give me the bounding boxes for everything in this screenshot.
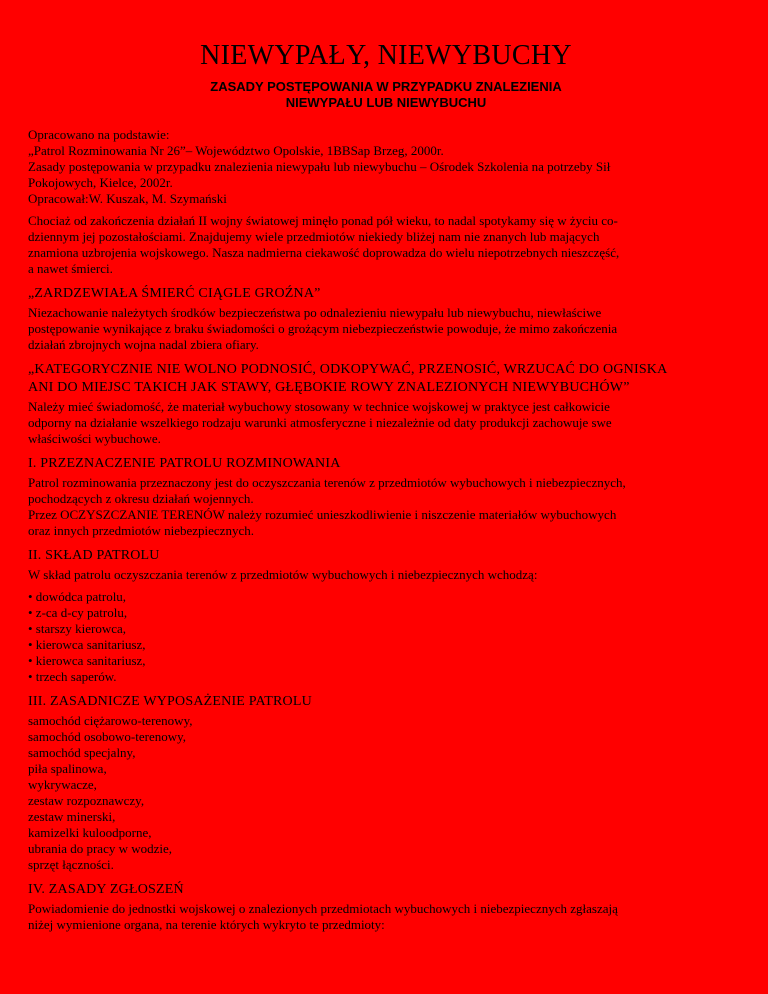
intro-paragraph [28,213,744,277]
subtitle-line: ZASADY POSTĘPOWANIA W PRZYPADKU ZNALEZIENIA [210,79,562,94]
intro-line: a nawet śmierci. [28,261,113,276]
list-item: ubrania do pracy w wodzie, [28,841,173,856]
list-item: zestaw minerski, [28,809,116,824]
page-title: NIEWYPAŁY, NIEWYBUCHY [200,40,572,71]
equipment-list [28,713,744,873]
list-item: • trzech saperów. [28,669,117,684]
paragraph-line: Należy mieć świadomość, że materiał wybuchowy stosowany w technice wojskowej w praktyce jest całkowicie [28,399,610,414]
list-item: samochód ciężarowo-terenowy, [28,713,193,728]
source-line: Zasady postępowania w przypadku znalezienia niewypału lub niewybuchu – Ośrodek Szkolenia na potrzeby Sił [28,159,611,174]
paragraph-line: pochodzących z okresu działań wojennych. [28,491,254,506]
document-page [28,0,744,933]
list-item: piła spalinowa, [28,761,107,776]
section-heading-composition: II. SKŁAD PATROLU [28,548,160,563]
list-item: wykrywacze, [28,777,97,792]
source-paragraph [28,127,744,207]
paragraph-line: niżej wymienione organa, na terenie których wykryto te przedmioty: [28,917,385,932]
list-item: kamizelki kuloodporne, [28,825,152,840]
list-item: • z-ca d-cy patrolu, [28,605,128,620]
section-heading-purpose: I. PRZEZNACZENIE PATROLU ROZMINOWANIA [28,456,341,471]
source-line: Pokojowych, Kielce, 2002r. [28,175,173,190]
warning-heading-line: „KATEGORYCZNIE NIE WOLNO PODNOSIĆ, ODKOPYWAĆ, PRZENOSIĆ, WRZUCAĆ DO OGNISKA [28,362,668,377]
warning-heading-prohibited [28,361,744,397]
list-item: sprzęt łączności. [28,857,114,872]
section-composition-intro: W skład patrolu oczyszczania terenów z przedmiotów wybuchowych i niebezpiecznych wchodzą: [28,567,538,582]
warning-line: postępowanie wynikające z braku świadomości o grożącym niebezpieczeństwie powoduje, że mimo zakończenia [28,321,618,336]
source-line: Opracowano na podstawie: [28,127,170,142]
paragraph-line: właściwości wybuchowe. [28,431,161,446]
subtitle-line: NIEWYPAŁU LUB NIEWYBUCHU [285,95,487,110]
list-item: samochód osobowo-terenowy, [28,729,187,744]
list-item: • dowódca patrolu, [28,589,127,604]
paragraph-line: Patrol rozminowania przeznaczony jest do oczyszczania terenów z przedmiotów wybuchowych i niebezpiecznych, [28,475,626,490]
paragraph-line: odporny na działanie wszelkiego rodzaju warunki atmosferyczne i niezależnie od daty produkcji zachowuje swe [28,415,612,430]
section-heading-equipment: III. ZASADNICZE WYPOSAŻENIE PATROLU [28,694,312,709]
list-item: • kierowca sanitariusz, [28,637,146,652]
warning-line: działań zbrojnych wojna nadal zbiera ofiary. [28,337,259,352]
explosive-properties-paragraph [28,399,744,447]
section-heading-reporting: IV. ZASADY ZGŁOSZEŃ [28,882,184,897]
source-line: „Patrol Rozminowania Nr 26”– Województwo Opolskie, 1BBSap Brzeg, 2000r. [28,143,444,158]
warning-line: Niezachowanie należytych środków bezpieczeństwa po odnalezieniu niewypału lub niewybuchu, niewłaściwe [28,305,602,320]
list-item: samochód specjalny, [28,745,136,760]
section-purpose-paragraph [28,475,744,539]
page-subtitle [28,79,744,111]
list-item: • kierowca sanitariusz, [28,653,146,668]
source-line: Opracował:W. Kuszak, M. Szymański [28,191,227,206]
intro-line: dziennym jej pozostałościami. Znajdujemy wiele przedmiotów niekiedy bliżej nam nie znanych lub mających [28,229,600,244]
intro-line: znamiona uzbrojenia wojskowego. Nasza nadmierna ciekawość doprowadza do wielu niepotrzebnych nieszczęść, [28,245,620,260]
paragraph-line: oraz innych przedmiotów niebezpiecznych. [28,523,254,538]
warning-heading-line: ANI DO MIEJSC TAKICH JAK STAWY, GŁĘBOKIE ROWY ZNALEZIONYCH NIEWYBUCHÓW” [28,380,630,395]
list-item: zestaw rozpoznawczy, [28,793,145,808]
warning-paragraph [28,305,744,353]
warning-heading-rusty-death: „ZARDZEWIAŁA ŚMIERĆ CIĄGLE GROŹNA” [28,286,321,301]
paragraph-line: Powiadomienie do jednostki wojskowej o znalezionych przedmiotach wybuchowych i niebezpiecznych zgłaszają [28,901,618,916]
intro-line: Chociaż od zakończenia działań II wojny światowej minęło ponad pół wieku, to nadal spotykamy się w życiu co- [28,213,618,228]
list-item: • starszy kierowca, [28,621,127,636]
section-reporting-paragraph [28,901,744,933]
paragraph-line: Przez OCZYSZCZANIE TERENÓW należy rozumieć unieszkodliwienie i niszczenie materiałów wybuchowych [28,507,617,522]
composition-list [28,589,744,685]
